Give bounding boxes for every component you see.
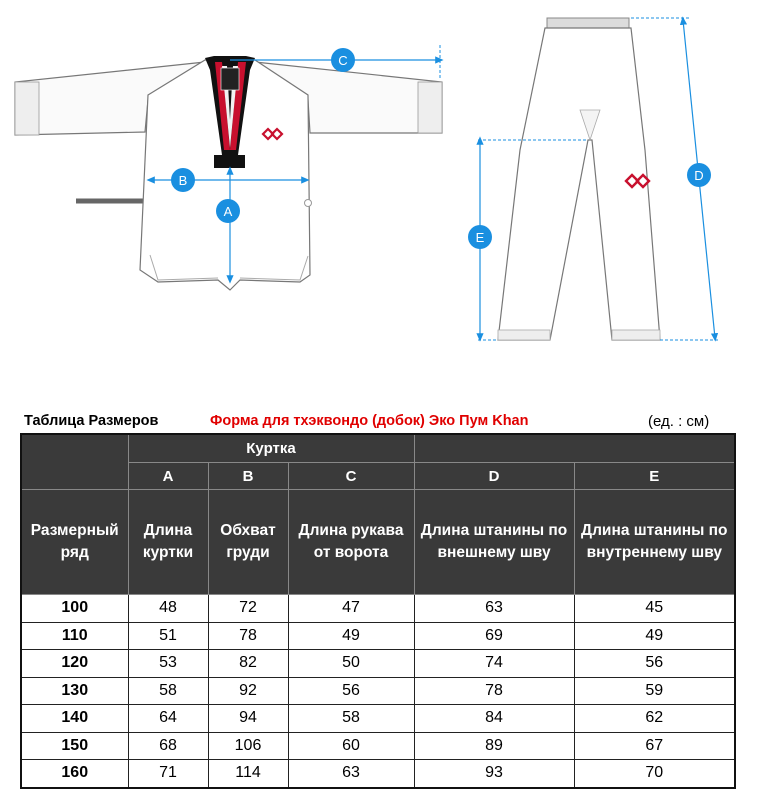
value-cell: 60 bbox=[288, 732, 414, 760]
marker-b bbox=[171, 168, 195, 192]
size-cell: 150 bbox=[21, 732, 128, 760]
value-cell: 56 bbox=[574, 650, 735, 678]
col-a: Длина куртки bbox=[128, 490, 208, 595]
value-cell: 49 bbox=[574, 622, 735, 650]
jacket-drawing bbox=[15, 45, 442, 290]
table-row bbox=[21, 705, 735, 733]
svg-text:A: A bbox=[223, 204, 233, 219]
value-cell: 94 bbox=[208, 705, 288, 733]
svg-text:C: C bbox=[338, 53, 348, 68]
value-cell: 78 bbox=[414, 677, 574, 705]
value-cell: 78 bbox=[208, 622, 288, 650]
table-row bbox=[21, 677, 735, 705]
col-c: Длина рукава от ворота bbox=[288, 490, 414, 595]
col-e: Длина штанины по внутреннему шву bbox=[574, 490, 735, 595]
table-title: Таблица Размеров bbox=[24, 413, 159, 429]
col-b: Обхват груди bbox=[208, 490, 288, 595]
size-cell: 160 bbox=[21, 760, 128, 788]
marker-a bbox=[216, 199, 240, 223]
marker-d bbox=[687, 163, 711, 187]
table-row bbox=[21, 622, 735, 650]
value-cell: 93 bbox=[414, 760, 574, 788]
letter-header-row bbox=[21, 463, 735, 490]
pants-drawing bbox=[475, 18, 718, 340]
table-row bbox=[21, 650, 735, 678]
size-table bbox=[20, 433, 736, 789]
value-cell: 45 bbox=[574, 595, 735, 623]
corner-cell bbox=[21, 434, 128, 490]
group-pants bbox=[414, 434, 735, 463]
value-cell: 89 bbox=[414, 732, 574, 760]
marker-e bbox=[468, 225, 492, 249]
value-cell: 69 bbox=[414, 622, 574, 650]
value-cell: 74 bbox=[414, 650, 574, 678]
value-cell: 56 bbox=[288, 677, 414, 705]
value-cell: 84 bbox=[414, 705, 574, 733]
table-row bbox=[21, 732, 735, 760]
value-cell: 49 bbox=[288, 622, 414, 650]
value-cell: 68 bbox=[128, 732, 208, 760]
value-cell: 92 bbox=[208, 677, 288, 705]
letter-c: C bbox=[288, 463, 414, 490]
value-cell: 70 bbox=[574, 760, 735, 788]
svg-text:D: D bbox=[694, 168, 704, 183]
value-cell: 58 bbox=[128, 677, 208, 705]
value-cell: 114 bbox=[208, 760, 288, 788]
value-cell: 48 bbox=[128, 595, 208, 623]
value-cell: 63 bbox=[414, 595, 574, 623]
value-cell: 53 bbox=[128, 650, 208, 678]
col-size: Размерный ряд bbox=[21, 490, 128, 595]
size-cell: 110 bbox=[21, 622, 128, 650]
size-cell: 140 bbox=[21, 705, 128, 733]
letter-d: D bbox=[414, 463, 574, 490]
value-cell: 64 bbox=[128, 705, 208, 733]
unit-label: (ед. : см) bbox=[648, 413, 710, 430]
value-cell: 50 bbox=[288, 650, 414, 678]
value-cell: 67 bbox=[574, 732, 735, 760]
value-cell: 59 bbox=[574, 677, 735, 705]
letter-e: E bbox=[574, 463, 735, 490]
size-cell: 120 bbox=[21, 650, 128, 678]
value-cell: 58 bbox=[288, 705, 414, 733]
product-name: Форма для тхэквондо (добок) Эко Пум Khan bbox=[210, 413, 529, 429]
group-jacket: Куртка bbox=[128, 434, 414, 463]
col-d: Длина штанины по внешнему шву bbox=[414, 490, 574, 595]
letter-b: B bbox=[208, 463, 288, 490]
value-cell: 72 bbox=[208, 595, 288, 623]
size-cell: 130 bbox=[21, 677, 128, 705]
table-row bbox=[21, 760, 735, 788]
svg-text:E: E bbox=[475, 230, 485, 245]
value-cell: 62 bbox=[574, 705, 735, 733]
group-header-row bbox=[21, 434, 735, 463]
letter-a: A bbox=[128, 463, 208, 490]
table-row bbox=[21, 595, 735, 623]
value-cell: 51 bbox=[128, 622, 208, 650]
value-cell: 82 bbox=[208, 650, 288, 678]
svg-text:B: B bbox=[178, 173, 188, 188]
value-cell: 71 bbox=[128, 760, 208, 788]
column-header-row bbox=[21, 490, 735, 595]
value-cell: 47 bbox=[288, 595, 414, 623]
size-cell: 100 bbox=[21, 595, 128, 623]
marker-c bbox=[331, 48, 355, 72]
value-cell: 106 bbox=[208, 732, 288, 760]
value-cell: 63 bbox=[288, 760, 414, 788]
